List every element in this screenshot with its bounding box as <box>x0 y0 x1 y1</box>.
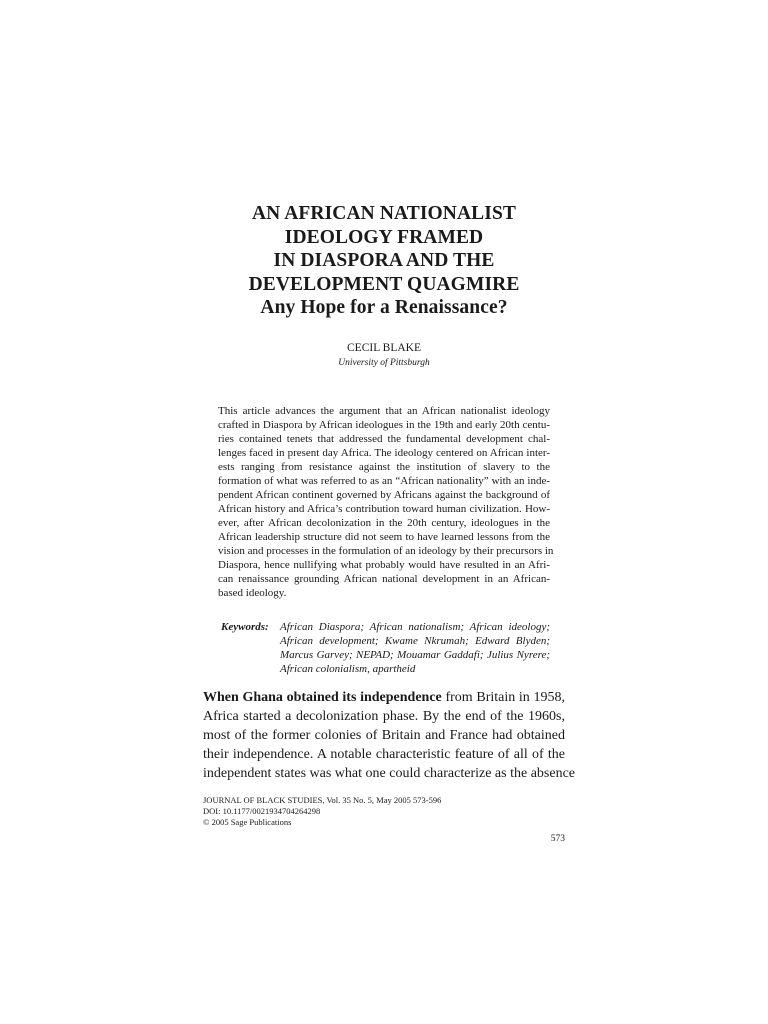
body-lead-in: When Ghana obtained its independence <box>203 690 442 705</box>
author-affiliation: University of Pittsburgh <box>338 358 430 368</box>
journal-citation: JOURNAL OF BLACK STUDIES, Vol. 35 No. 5, May 2005 573-596 <box>203 795 442 805</box>
abstract-line: African leadership structure did not seem to have learned lessons from the <box>218 531 550 543</box>
title-line: IN DIASPORA AND THE <box>273 250 495 271</box>
abstract-line: can renaissance grounding African national development in an African- <box>218 573 550 585</box>
doi: DOI: 10.1177/0021934704264298 <box>203 806 321 816</box>
keywords-line: African colonialism, apartheid <box>280 663 416 675</box>
body-line: Africa started a decolonization phase. By the end of the 1960s, <box>203 709 565 724</box>
subtitle-line: Any Hope for a Renaissance? <box>260 297 508 318</box>
abstract-line: ever, after African decolonization in the 20th century, ideologues in the <box>218 517 550 529</box>
keywords-line: Marcus Garvey; NEPAD; Mouamar Gaddafi; Julius Nyrere; <box>280 649 550 661</box>
keywords-list <box>280 620 550 676</box>
body-line <box>203 688 565 707</box>
title-line: IDEOLOGY FRAMED <box>284 226 484 248</box>
article-title <box>203 202 565 320</box>
title-line: DEVELOPMENT QUAGMIRE <box>248 273 520 295</box>
abstract-line: ries contained tenets that addressed the fundamental development chal- <box>218 433 550 445</box>
abstract-line: ests ranging from resistance against the institution of slavery to the <box>218 461 550 473</box>
abstract-line: pendent African continent governed by Africans against the background of <box>218 489 550 501</box>
abstract-line: Diaspora, hence nullifying what probably would have resulted in an Afri- <box>218 559 550 571</box>
body-line: their independence. A notable characteristic feature of all of the <box>203 747 565 762</box>
keywords-line: African Diaspora; African nationalism; African ideology; <box>280 621 550 633</box>
keywords-line: African development; Kwame Nkrumah; Edward Blyden; <box>280 635 550 647</box>
body-line: most of the former colonies of Britain and France had obtained <box>203 728 565 743</box>
abstract-line: This article advances the argument that an African nationalist ideology <box>218 405 550 417</box>
abstract <box>218 404 554 600</box>
body-first-line-rest: from Britain in 1958, <box>441 690 565 705</box>
body-line: independent states was what one could characterize as the absence <box>203 766 575 781</box>
publication-footer <box>203 795 565 828</box>
abstract-line: lenges faced in present day Africa. The ideology centered on African inter- <box>218 447 550 459</box>
title-line: AN AFRICAN NATIONALIST <box>251 203 517 224</box>
copyright: © 2005 Sage Publications <box>203 817 292 827</box>
author-name: CECIL BLAKE <box>347 342 421 354</box>
abstract-line: crafted in Diaspora by African ideologues in the 19th and early 20th centu- <box>218 419 550 431</box>
abstract-line: African history and Africa’s contribution toward human civilization. How- <box>218 503 550 515</box>
page-number: 573 <box>550 834 565 844</box>
abstract-line: vision and processes in the formulation of an ideology by their precursors in <box>218 545 554 557</box>
abstract-line: formation of what was referred to as an “African nationality” with an inde- <box>218 475 550 487</box>
abstract-line: based ideology. <box>218 587 287 599</box>
keywords-label: Keywords: <box>221 621 269 633</box>
body-text <box>203 688 575 783</box>
author-block <box>203 341 565 370</box>
